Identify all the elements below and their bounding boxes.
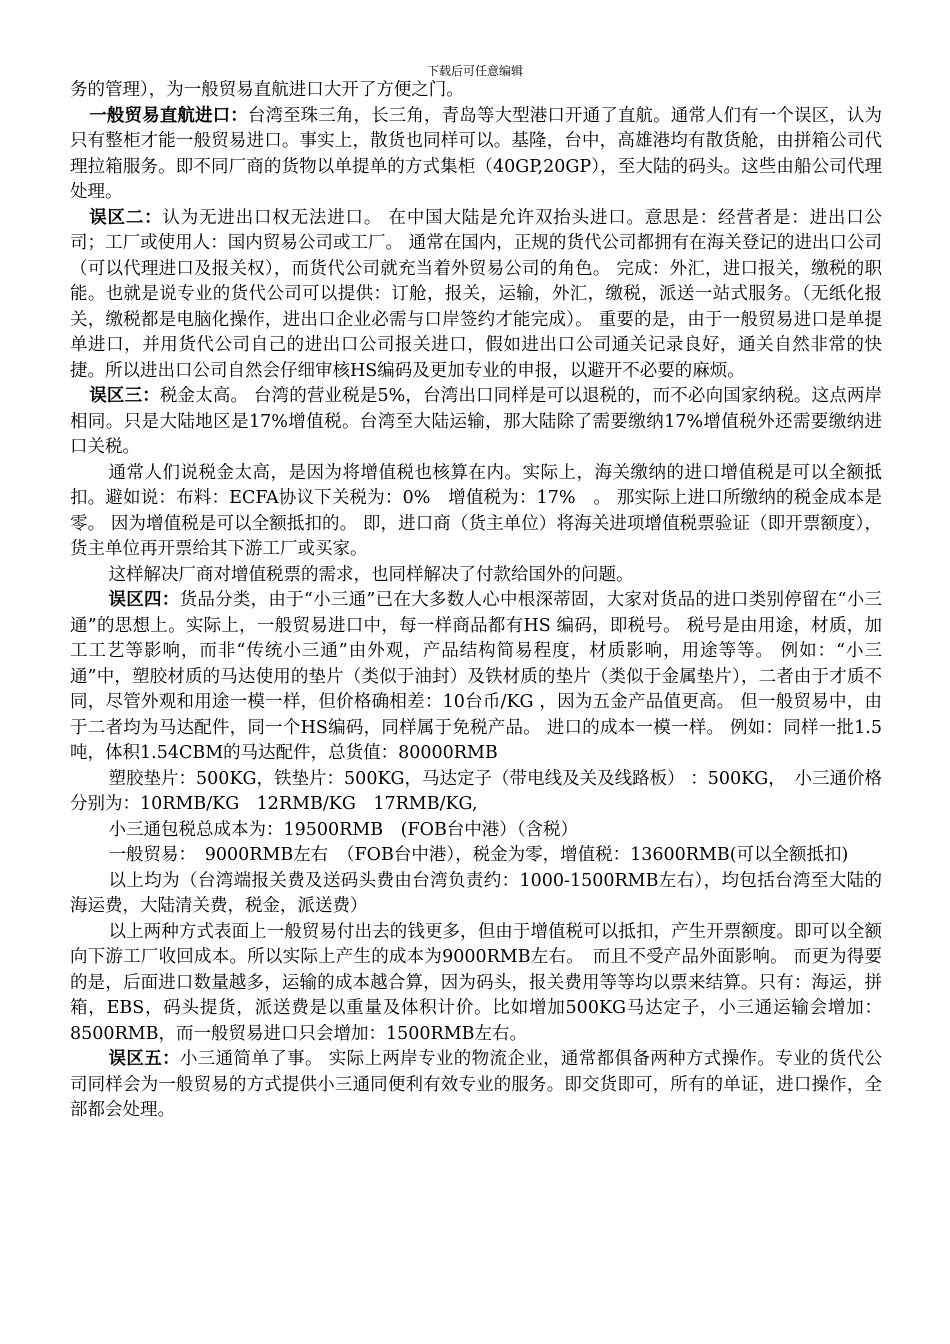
paragraph-continuation: 务的管理），为一般贸易直航进口大开了方便之门。	[70, 80, 464, 100]
paragraph-myth-3	[70, 384, 882, 461]
paragraph-vat-summary: 这样解决厂商对增值税票的需求，也同样解决了付款给国外的问题。	[108, 564, 634, 585]
paragraph-heading: 一般贸易直航进口：	[89, 105, 248, 126]
paragraph-comparison: 以上两种方式表面上一般贸易付出去的钱更多，但由于增值税可以抵扣，产生开票额度。即可以全额向下游工厂收回成本。所以实际上产生的成本为9000RMB左右。 而且不受产品外面影响。 而更为得要的是，后面进口数量越多，运输的成本越合算，因为码头，报关费用等等均以票来结算。只有：海运，拼箱，EBS，码头提货，派送费是以重量及体积计价。比如增加500KG马达定子，小三通运输会增加：8500RMB，而一般贸易进口只会增加：1500RMB左右。	[70, 921, 882, 1044]
paragraph-fees-note: 以上均为（台湾端报关费及送码头费由台湾负责约：1000-1500RMB左右），均包括台湾至大陆的海运费，大陆清关费，税金，派送费）	[70, 870, 882, 916]
paragraph-general-trade-cost: 一般贸易： 9000RMB左右 （FOB台中港），税金为零，增值税：13600RMB(可以全额抵扣)	[108, 845, 849, 865]
document-body	[70, 78, 882, 1124]
paragraph-heading: 误区三：	[89, 386, 160, 406]
paragraph-myth-4	[70, 588, 882, 767]
paragraph-mini-three-cost: 小三通包税总成本为：19500RMB (FOB台中港）（含税）	[108, 819, 579, 840]
paragraph-text: 小三通简单了事。 实际上两岸专业的物流企业，通常都俱备两种方式操作。专业的货代公司同样会为一般贸易的方式提供小三通同便利有效专业的服务。即交货即可，所有的单证，进口操作，全部都会处理。	[70, 1049, 882, 1120]
page-header: 下载后可任意编辑	[426, 64, 523, 78]
paragraph-text: 台湾至珠三角，长三角，青岛等大型港口开通了直航。通常人们有一个误区，认为只有整柜才能一般贸易进口。事实上，散货也同样可以。基隆，台中，高雄港均有散货舱，由拼箱公司代理拉箱服务。即不同厂商的货物以单提单的方式集柜（40GP,20GP），至大陆的码头。这些由船公司代理处理。	[70, 105, 883, 202]
paragraph-vat-explanation: 通常人们说税金太高，是因为将增值税也核算在内。实际上，海关缴纳的进口增值税是可以全额抵扣。避如说：布料：ECFA协议下关税为：0% 增值税为：17% 。 那实际上进口所缴纳的税金成本是零。 因为增值税是可以全额抵扣的。 即，进口商（货主单位）将海关进项增值税票验证（即开票额度），货主单位再开票给其下游工厂或买家。	[70, 462, 882, 559]
paragraph-direct-import	[70, 104, 882, 206]
paragraph-myth-5	[70, 1047, 882, 1124]
paragraph-text: 货品分类，由于“小三通”已在大多数人心中根深蒂固，大家对货品的进口类别停留在“小三通”的思想上。实际上，一般贸易进口中，每一样商品都有HS 编码，即税号。 税号是由用途，材质，加工工艺等影响，而非“传统小三通”由外观，产品结构简易程度，材质影响，用途等等。 例如：“小三通”中，塑胶材质的马达使用的垫片（类似于油封）及铁材质的垫片（类似于金属垫片），二者由于才质不同，尽管外观和用途一模一样，但价格确相差：10台币/KG ，因为五金产品值更高。 但一般贸易中，由于二者均为马达配件，同一个HS编码，同样属于免税产品。 进口的成本一模一样。 例如：同样一批1.5吨，体积1.54CBM的马达配件，总货值：80000RMB	[70, 590, 882, 763]
paragraph-prices: 塑胶垫片：500KG，铁垫片：500KG，马达定子（带电线及关及线路板） ：500KG， 小三通价格分别为：10RMB/KG 12RMB/KG 17RMB/KG,	[70, 768, 882, 814]
paragraph-heading: 误区四：	[108, 590, 180, 610]
paragraph-myth-2	[70, 206, 882, 385]
paragraph-text: 认为无进出口权无法进口。 在中国大陆是允许双抬头进口。意思是：经营者是：进出口公司；工厂或使用人：国内贸易公司或工厂。 通常在国内，正规的货代公司都拥有在海关登记的进出口公司（可以代理进口及报关权），而货代公司就充当着外贸易公司的角色。 完成：外汇，进口报关，缴税的职能。也就是说专业的货代公司可以提供：订舱，报关，运输，外汇，缴税，派送一站式服务。（无纸化报关，缴税都是电脑化操作，进出口企业必需与口岸签约才能完成）。 重要的是，由于一般贸易进口是单提单进口，并用货代公司自己的进出口公司报关进口，假如进出口公司通关记录良好，通关自然非常的快捷。所以进出口公司自然会仔细审核HS编码及更加专业的申报，以避开不必要的麻烦。	[70, 207, 883, 381]
paragraph-heading: 误区五：	[108, 1049, 180, 1069]
paragraph-heading: 误区二：	[89, 207, 163, 228]
paragraph-text: 税金太高。 台湾的营业税是5%，台湾出口同样是可以退税的，而不必向国家纳税。这点两岸相同。只是大陆地区是17%增值税。台湾至大陆运输，那大陆除了需要缴纳17%增值税外还需要缴纳进口关税。	[70, 386, 883, 457]
